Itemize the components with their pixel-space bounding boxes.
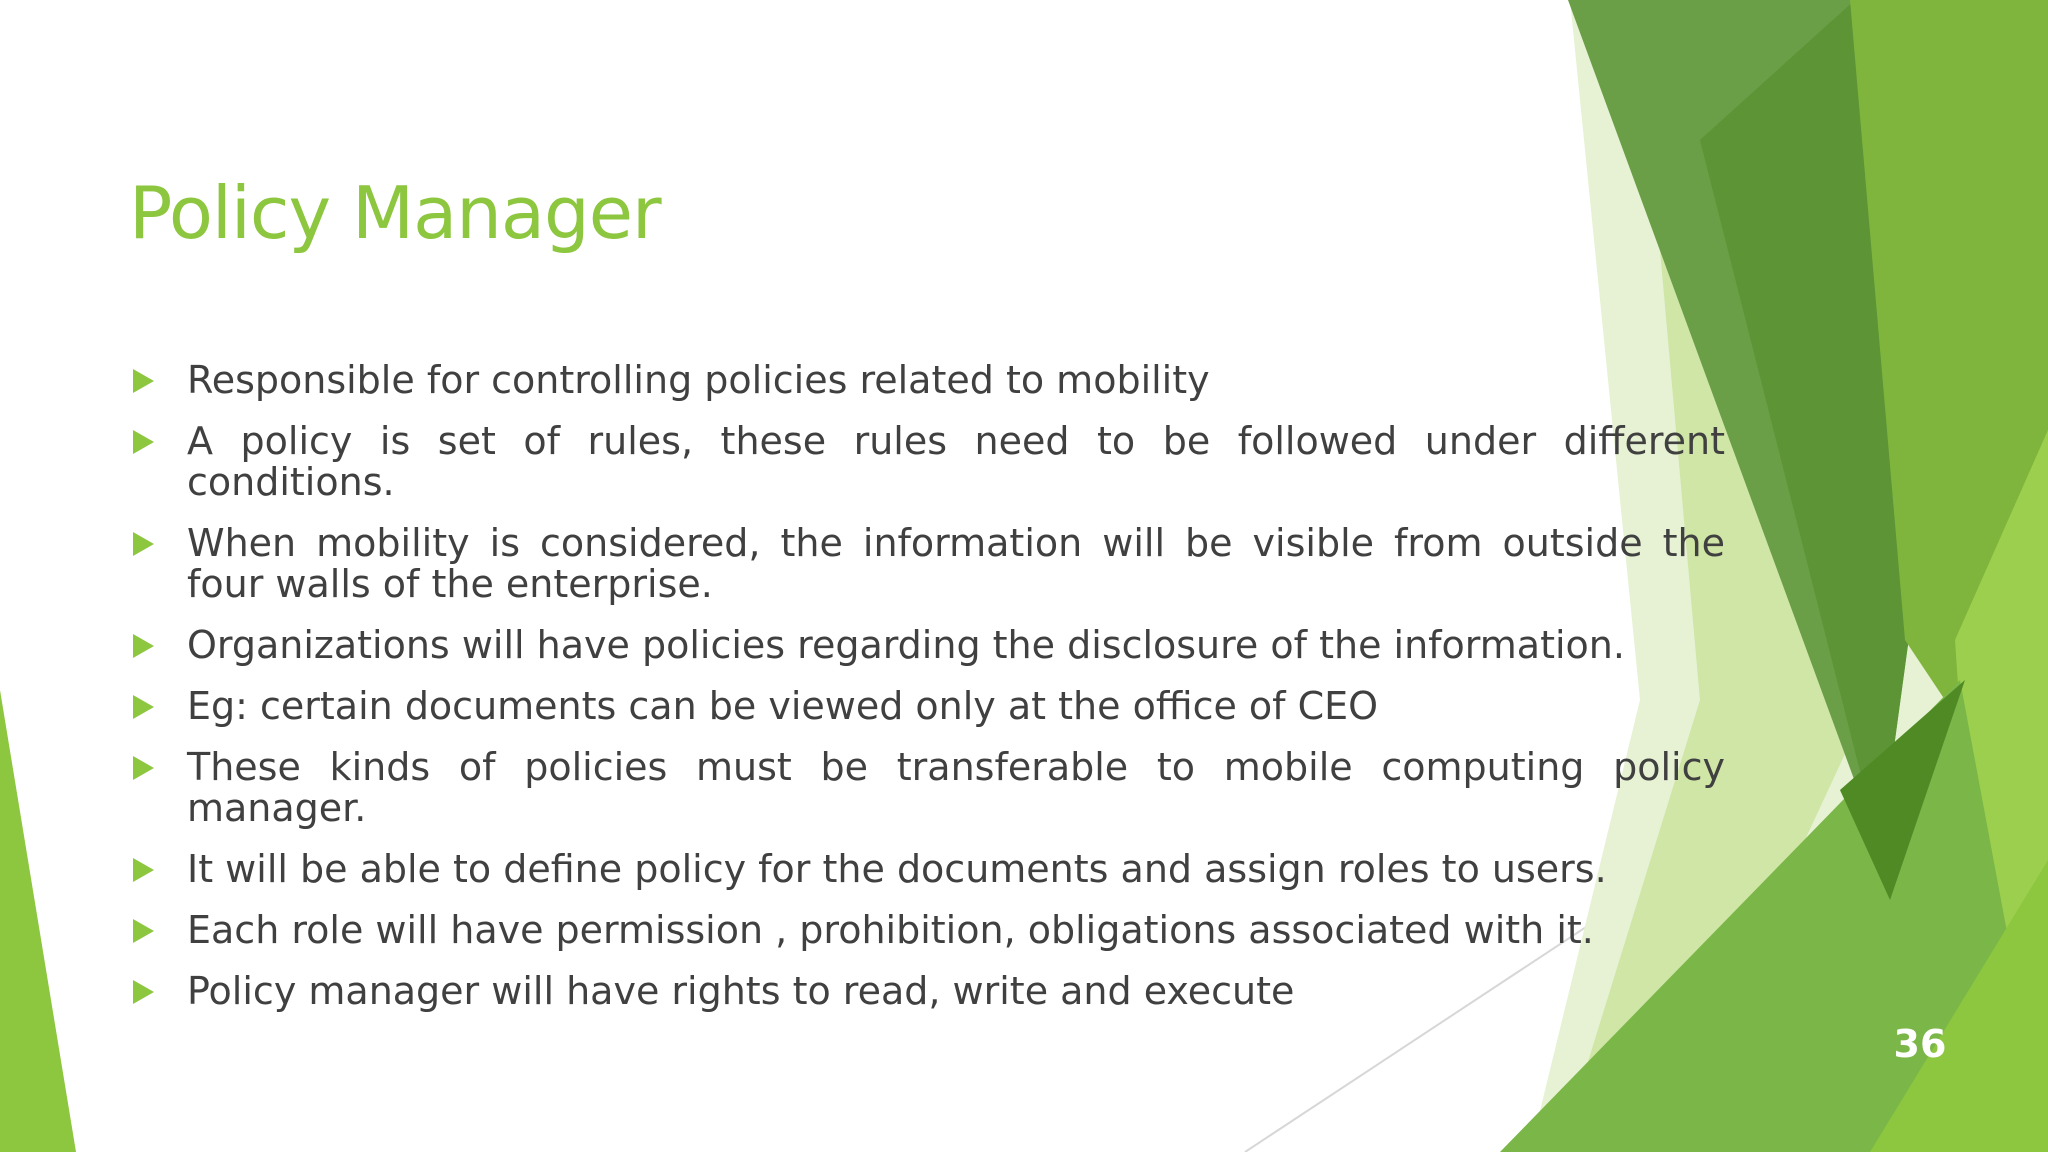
bullet-text: It will be able to define policy for the documents and assign roles to users. (187, 847, 1607, 891)
bullet-arrow-icon (133, 532, 154, 556)
bullet-arrow-icon (133, 634, 154, 658)
page-number: 36 (1893, 1022, 1947, 1066)
bullet-list (129, 360, 1725, 1032)
bullet-arrow-icon (133, 369, 154, 393)
bullet-text: A policy is set of rules, these rules need to be followed under different conditions. (187, 419, 1725, 504)
bullet-item (129, 971, 1725, 1012)
slide-title: Policy Manager (129, 171, 661, 255)
bullet-arrow-icon (133, 858, 154, 882)
bullet-text: Organizations will have policies regarding the disclosure of the information. (187, 623, 1625, 667)
left-edge-shape (0, 690, 76, 1152)
bullet-text: Eg: certain documents can be viewed only at the office of CEO (187, 684, 1379, 728)
bullet-text: Responsible for controlling policies related to mobility (187, 358, 1210, 402)
bullet-text: When mobility is considered, the information will be visible from outside the four walls of the enterprise. (187, 521, 1725, 606)
bullet-item (129, 747, 1725, 829)
bullet-item (129, 523, 1725, 605)
bullet-item (129, 910, 1725, 951)
bullet-arrow-icon (133, 695, 154, 719)
bullet-text: These kinds of policies must be transferable to mobile computing policy manager. (187, 745, 1725, 830)
bullet-item (129, 625, 1725, 666)
bullet-text: Each role will have permission , prohibition, obligations associated with it. (187, 908, 1594, 952)
bullet-arrow-icon (133, 430, 154, 454)
bullet-item (129, 686, 1725, 727)
bullet-item (129, 849, 1725, 890)
bullet-arrow-icon (133, 980, 154, 1004)
bullet-item (129, 360, 1725, 401)
bullet-item (129, 421, 1725, 503)
bullet-text: Policy manager will have rights to read, write and execute (187, 969, 1295, 1013)
bullet-arrow-icon (133, 756, 154, 780)
bullet-arrow-icon (133, 919, 154, 943)
